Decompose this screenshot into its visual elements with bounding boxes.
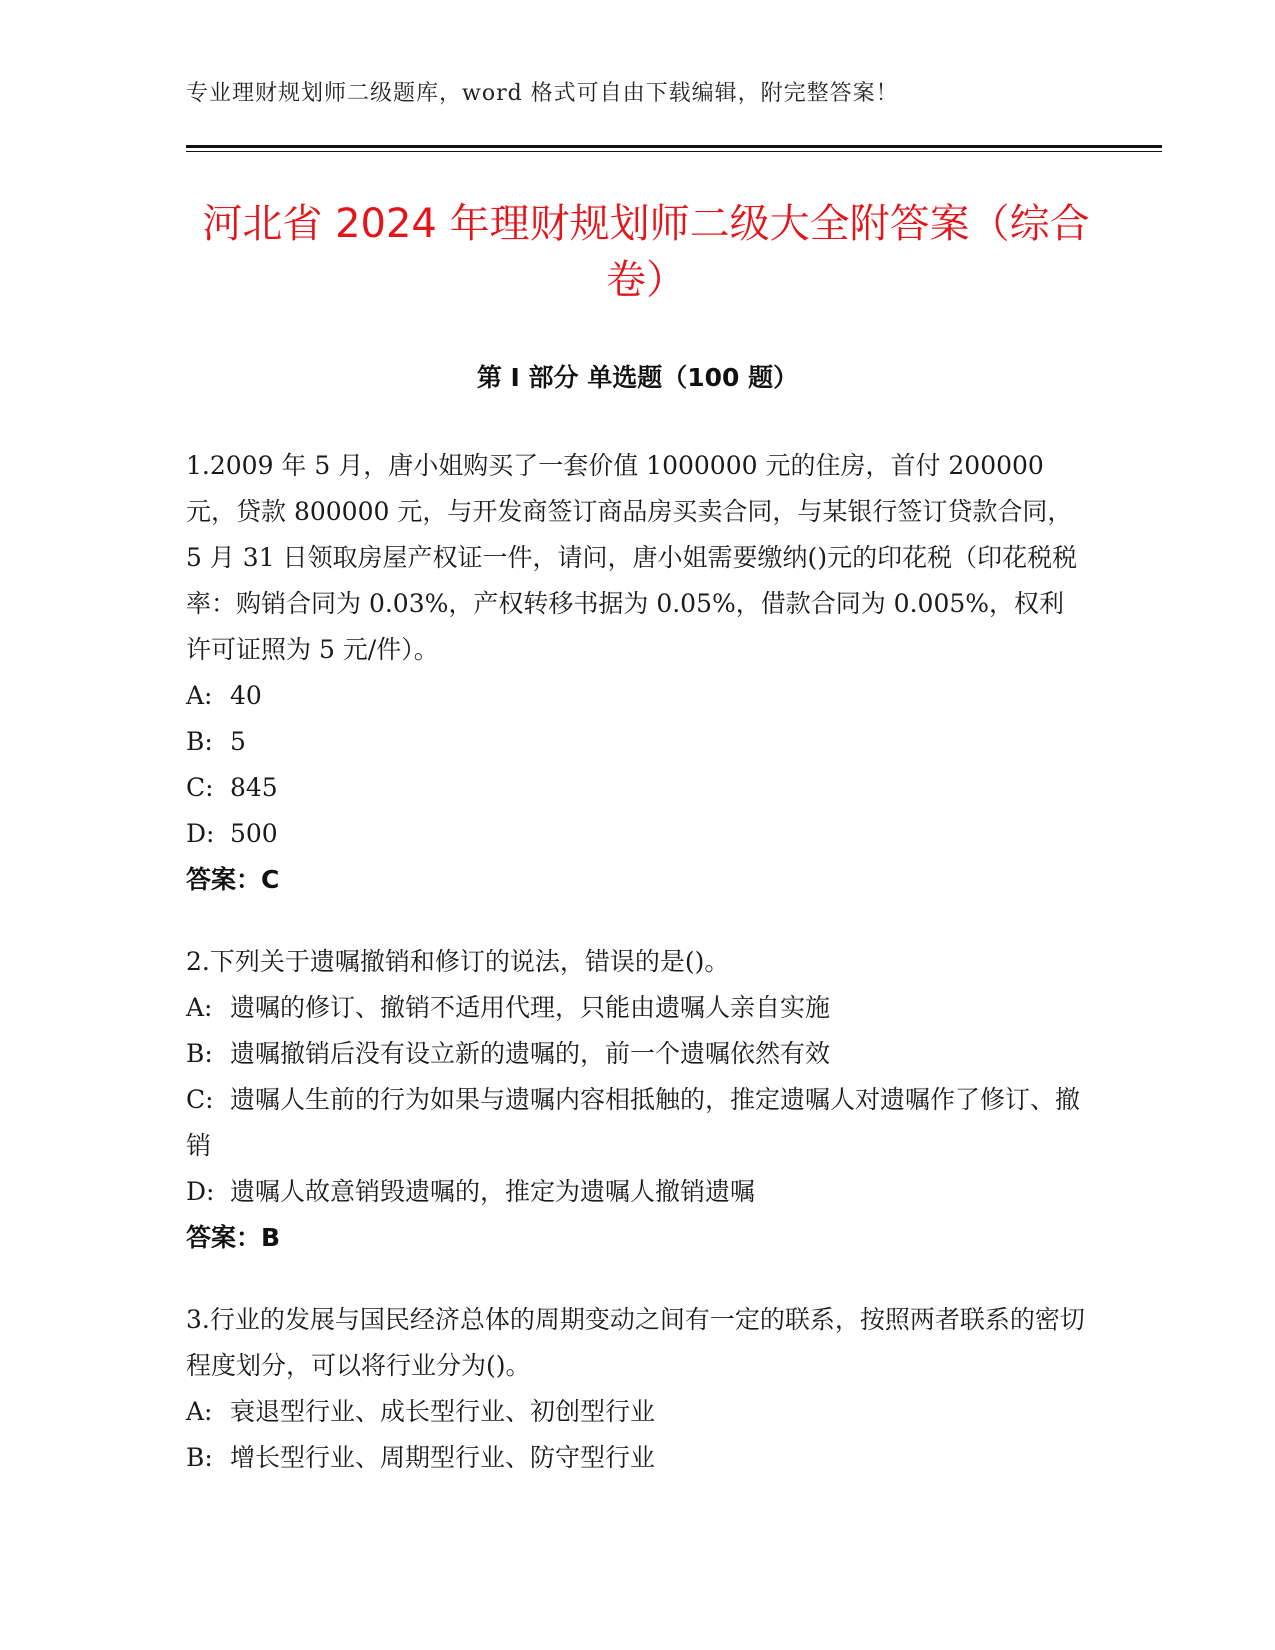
option-letter: B: bbox=[186, 727, 213, 756]
option-b bbox=[186, 1435, 1086, 1481]
question-stem: 2.下列关于遗嘱撤销和修订的说法，错误的是()。 bbox=[186, 947, 730, 976]
question-3 bbox=[186, 1297, 1086, 1481]
header-rule-thick bbox=[186, 145, 1162, 148]
answer-line: 答案：C bbox=[186, 865, 280, 894]
option-letter: C: bbox=[186, 1085, 214, 1114]
question-list bbox=[186, 443, 1086, 1517]
option-c bbox=[186, 1077, 1086, 1169]
option-letter: D: bbox=[186, 1177, 215, 1206]
document-title: 河北省 2024 年理财规划师二级大全附答案（综合卷） bbox=[202, 201, 1090, 303]
option-text: 500 bbox=[230, 819, 278, 848]
option-letter: B: bbox=[186, 1039, 213, 1068]
header-note: 专业理财规划师二级题库，word 格式可自由下载编辑，附完整答案！ bbox=[186, 81, 899, 106]
option-text: 845 bbox=[230, 773, 278, 802]
option-b bbox=[186, 1031, 1086, 1077]
option-text: 增长型行业、周期型行业、防守型行业 bbox=[230, 1443, 656, 1472]
option-c bbox=[186, 765, 1086, 811]
section-heading: 第 I 部分 单选题（100 题） bbox=[476, 363, 799, 392]
option-d bbox=[186, 811, 1086, 857]
option-a bbox=[186, 985, 1086, 1031]
answer-line: 答案：B bbox=[186, 1223, 281, 1252]
question-stem: 1.2009 年 5 月，唐小姐购买了一套价值 1000000 元的住房，首付 200000 元，贷款 800000 元，与开发商签订商品房买卖合同，与某银行签订贷款合同，5 月 31 日领取房屋产权证一件，请问，唐小姐需要缴纳()元的印花税（印花税税率：购销合同为 0.03%，产权转移书据为 0.05%，借款合同为 0.005%，权利许可证照为 5 元/件）。 bbox=[186, 451, 1078, 664]
question-1 bbox=[186, 443, 1086, 903]
option-letter: C: bbox=[186, 773, 214, 802]
option-text: 遗嘱的修订、撤销不适用代理，只能由遗嘱人亲自实施 bbox=[230, 993, 831, 1022]
option-letter: B: bbox=[186, 1443, 213, 1472]
option-letter: A: bbox=[186, 681, 213, 710]
header-rule-thin bbox=[186, 151, 1162, 152]
option-d bbox=[186, 1169, 1086, 1215]
option-text: 衰退型行业、成长型行业、初创型行业 bbox=[230, 1397, 656, 1426]
question-2 bbox=[186, 939, 1086, 1261]
option-text: 40 bbox=[230, 681, 262, 710]
option-text: 遗嘱撤销后没有设立新的遗嘱的，前一个遗嘱依然有效 bbox=[230, 1039, 831, 1068]
option-letter: A: bbox=[186, 1397, 213, 1426]
option-text: 遗嘱人故意销毁遗嘱的，推定为遗嘱人撤销遗嘱 bbox=[230, 1177, 756, 1206]
option-letter: A: bbox=[186, 993, 213, 1022]
option-text: 遗嘱人生前的行为如果与遗嘱内容相抵触的，推定遗嘱人对遗嘱作了修订、撤销 bbox=[186, 1085, 1081, 1160]
option-b bbox=[186, 719, 1086, 765]
option-letter: D: bbox=[186, 819, 215, 848]
option-text: 5 bbox=[230, 727, 246, 756]
option-a bbox=[186, 1389, 1086, 1435]
question-stem: 3.行业的发展与国民经济总体的周期变动之间有一定的联系，按照两者联系的密切程度划分，可以将行业分为()。 bbox=[186, 1305, 1085, 1380]
option-a bbox=[186, 673, 1086, 719]
